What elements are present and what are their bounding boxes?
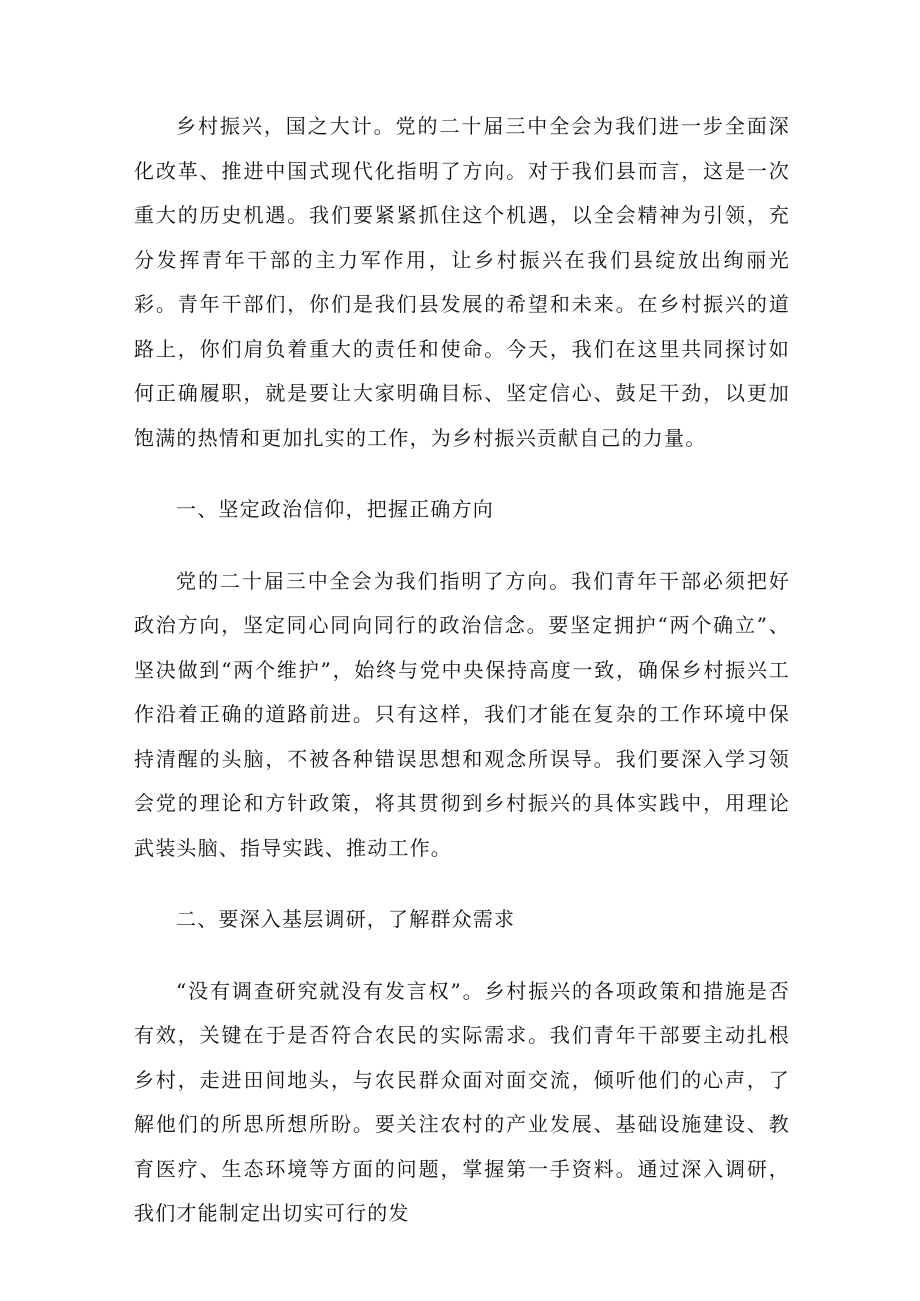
paragraph-gap — [134, 870, 790, 897]
paragraph-gap — [134, 942, 790, 969]
intro-paragraph: 乡村振兴，国之大计。党的二十届三中全会为我们进一步全面深化改革、推进中国式现代化指明了方向。对于我们县而言，这是一次重大的历史机遇。我们要紧紧抓住这个机遇，以全会精神为引领，充分发挥青年干部的主力军作用，让乡村振兴在我们县绽放出绚丽光彩。青年干部们，你们是我们县发展的希望和未来。在乡村振兴的道路上，你们肩负着重大的责任和使命。今天，我们在这里共同探讨如何正确履职，就是要让大家明确目标、坚定信心、鼓足干劲，以更加饱满的热情和更加扎实的工作，为乡村振兴贡献自己的力量。 — [134, 114, 790, 450]
document-body — [134, 104, 790, 1236]
section-heading-1: 一、坚定政治信仰，把握正确方向 — [176, 497, 494, 521]
section-heading-2: 二、要深入基层调研，了解群众需求 — [176, 907, 516, 931]
section-2-paragraph: “没有调查研究就没有发言权”。乡村振兴的各项政策和措施是否有效，关键在于是否符合农民的实际需求。我们青年干部要主动扎根乡村，走进田间地头，与农民群众面对面交流，倾听他们的心声，了解他们的所思所想所盼。要关注农村的产业发展、基础设施建设、教育医疗、生态环境等方面的问题，掌握第一手资料。通过深入调研，我们才能制定出切实可行的发 — [134, 978, 790, 1225]
paragraph-gap — [134, 460, 790, 487]
section-1-paragraph: 党的二十届三中全会为我们指明了方向。我们青年干部必须把好政治方向，坚定同心同向同行的政治信念。要坚定拥护“两个确立”、坚决做到“两个维护”，始终与党中央保持高度一致，确保乡村振兴工作沿着正确的道路前进。只有这样，我们才能在复杂的工作环境中保持清醒的头脑，不被各种错误思想和观念所误导。我们要深入学习领会党的理论和方针政策，将其贯彻到乡村振兴的具体实践中，用理论武装头脑、指导实践、推动工作。 — [134, 568, 790, 860]
paragraph-gap — [134, 532, 790, 559]
